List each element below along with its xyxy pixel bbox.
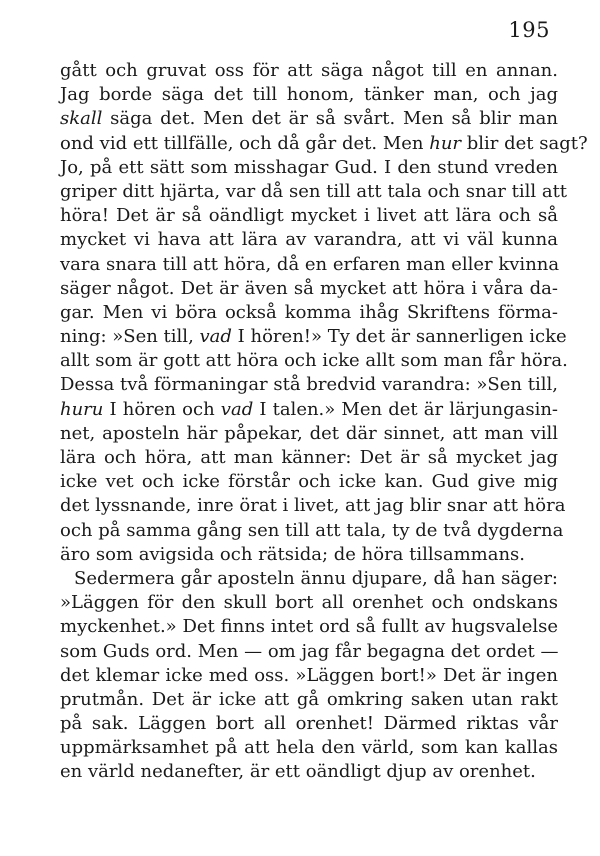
line-text: det klemar icke med oss. »Läggen bort!» Det är ingen: [60, 664, 558, 686]
text-line: [60, 712, 558, 736]
emphasis-text: huru: [60, 398, 104, 420]
line-text: som Guds ord. Men — om jag får begagna det ordet —: [60, 640, 559, 662]
text-line: [60, 59, 558, 83]
text-line: [60, 132, 588, 156]
text-line: [60, 567, 558, 591]
line-text: net, aposteln här påpekar, det där sinnet, att man vill: [60, 422, 558, 444]
line-text: Dessa två förmaningar stå bredvid varandra: »Sen till,: [60, 374, 558, 396]
line-text: Jag borde säga det till honom, tänker man, och jag: [60, 84, 558, 106]
line-text: ning: »Sen till,: [60, 326, 200, 348]
line-text: icke vet och icke förstår och icke kan. Gud give mig: [60, 471, 558, 493]
text-line: [60, 253, 558, 277]
line-text: säger något. Det är även så mycket att höra i våra da-: [60, 277, 558, 299]
emphasis-text: hur: [429, 132, 462, 154]
text-line: [60, 83, 558, 107]
line-text: gar. Men vi böra också komma ihåg Skriftens förma-: [60, 301, 558, 323]
text-line: [60, 664, 558, 688]
text-line: [60, 688, 558, 712]
emphasis-text: skall: [60, 108, 103, 130]
line-text: äro som avigsida och rätsida; de höra tillsammans.: [60, 543, 526, 565]
text-line: [60, 204, 558, 228]
line-text: och på samma gång sen till att tala, ty de två dygderna: [60, 519, 564, 541]
text-line: [60, 301, 558, 325]
text-line: [60, 640, 558, 664]
line-text: myckenhet.» Det finns intet ord så fullt av hugsvalelse: [60, 616, 558, 638]
line-text: »Läggen för den skull bort all orenhet och ondskans: [60, 592, 558, 614]
line-text: det lyssnande, inre örat i livet, att jag blir snar att höra: [60, 495, 566, 517]
text-line: [60, 615, 558, 639]
text-line: [60, 543, 558, 567]
line-text: säga det. Men det är så svårt. Men så blir man: [102, 108, 558, 130]
text-line: [60, 422, 558, 446]
line-text: ond vid ett tillfälle, och då går det. Men: [60, 132, 430, 154]
text-line: [60, 446, 558, 470]
text-line: [60, 228, 558, 252]
line-text: en värld nedanefter, är ett oändligt djup av orenhet.: [60, 761, 536, 783]
page-number: 195: [508, 18, 550, 42]
line-text: höra! Det är så oändligt mycket i livet att lära och så: [60, 205, 558, 227]
text-line: [60, 180, 568, 204]
text-line: [60, 349, 568, 373]
text-line: [60, 156, 558, 180]
text-line: [60, 736, 558, 760]
text-line: [60, 494, 566, 518]
line-text: vara snara till att höra, då en erfaren man eller kvinna: [60, 253, 560, 275]
line-text: uppmärksamhet på att hela den värld, som kan kallas: [60, 737, 558, 759]
text-line: [60, 519, 564, 543]
line-text: gått och gruvat oss för att säga något till en annan.: [60, 60, 558, 81]
text-line: [60, 470, 558, 494]
text-line: [60, 760, 558, 784]
line-text: mycket vi hava att lära av varandra, att vi väl kunna: [60, 229, 558, 251]
line-text: lära och höra, att man känner: Det är så mycket jag: [60, 447, 558, 468]
body-text: [60, 59, 588, 785]
line-text: griper ditt hjärta, var då sen till att tala och snar till att: [60, 180, 568, 202]
line-text: allt som är gott att höra och icke allt som man får höra.: [60, 350, 568, 372]
line-text: Jo, på ett sätt som misshagar Gud. I den stund vreden: [60, 156, 558, 178]
line-text: på sak. Läggen bort all orenhet! Därmed riktas vår: [60, 713, 558, 735]
paragraph: [60, 567, 558, 785]
text-line: [60, 591, 558, 615]
line-text: I talen.» Men det är lärjungasin-: [253, 398, 558, 420]
line-text: I hören och: [103, 398, 221, 420]
emphasis-text: vad: [199, 326, 232, 348]
line-text: Sedermera går aposteln ännu djupare, då han säger:: [74, 567, 558, 589]
line-text: blir det sagt?: [461, 132, 588, 154]
text-line: [60, 373, 558, 397]
text-line: [60, 107, 558, 131]
line-text: I hören!» Ty det är sannerligen icke: [231, 326, 567, 348]
text-line: [60, 277, 558, 301]
line-text: prutmån. Det är icke att gå omkring saken utan rakt: [60, 688, 558, 710]
text-line: [60, 398, 558, 422]
emphasis-text: vad: [220, 398, 254, 420]
text-line: [60, 325, 567, 349]
paragraph: [60, 59, 588, 567]
